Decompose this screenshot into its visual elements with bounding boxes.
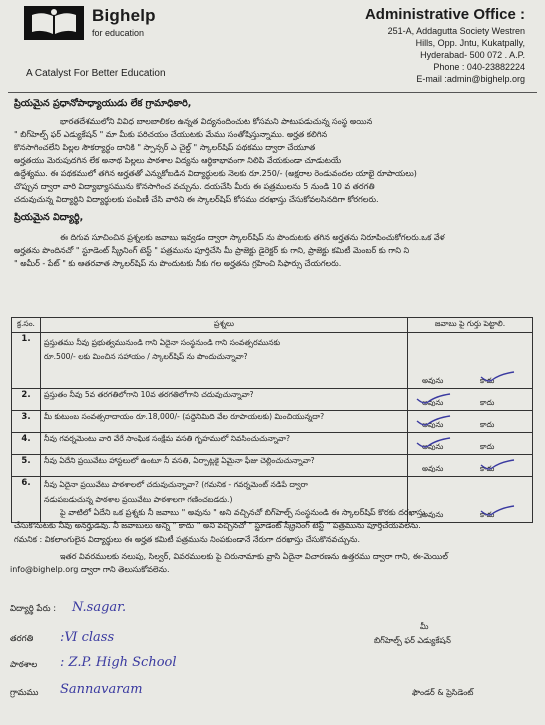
paragraph-line: అర్హతయు మెరుపుదగిన లేక అనాథ పిల్లలు పాఠశాల విద్యను ఆర్థికాభావంగా నిలిపి వేయకుండా చూడుటయే <box>14 156 342 165</box>
handwritten-check-mark-icon <box>414 393 452 405</box>
answer-yes-option[interactable]: అవును <box>422 464 444 473</box>
row-number: 6. <box>12 477 41 523</box>
answer-no-option[interactable]: కాదు <box>480 376 495 385</box>
paragraph-line: చొప్పున ద్వారా వారి విద్యాభ్యాసమును కొనసాగించ వచ్చును. దయచేసి మీరు ఈ పత్రములను 5 నుండి 10 వ తరగతి <box>14 182 375 191</box>
brand-subtitle: for education <box>92 28 145 38</box>
book-logo-icon <box>24 6 84 40</box>
paragraph-line: కొనసాగించలేని పిల్లల సౌకర్యార్థం దానికి " స్పాన్సర్ ఎ చైల్డ్ " స్కాలర్‌షిప్ పథకము ద్వారా చేయూత <box>14 143 316 152</box>
student-name-value[interactable]: N.sagar. <box>72 600 127 615</box>
note-line: చేసుకొనుటకు నీవు అనర్హుడవు. నీ జవాబులు అన్ని " కాదు " అని వచ్చినచో " స్టూడెంట్ స్క్రీనింగ్ టెస్ట్ " పత్రమును పూర్తిచేయవలెను. <box>14 521 421 530</box>
signature-organization: బిగ్‌హెల్ప్ ఫర్ ఎడ్యుకేషన్ <box>374 636 451 645</box>
question-text: నీవు ఏదేని ప్రయివేటు హాస్టలులో ఉంటూ నీ వసతి, ఏర్పాట్లకై ఏమైనా ఫీజు చెల్లించుచున్నావా? <box>41 455 408 477</box>
village-value[interactable]: Sannavaram <box>60 682 143 697</box>
class-label: తరగతి <box>10 634 34 644</box>
question-line: రూ.500/- లకు మించిన సహాయం / స్కాలర్‌షిప్ ను పొందుచున్నావా? <box>44 352 248 361</box>
village-label: గ్రామము <box>10 688 39 698</box>
question-text <box>41 333 408 389</box>
answer-no-option[interactable]: కాదు <box>480 442 495 451</box>
answer-yes-option[interactable]: అవును <box>422 376 444 385</box>
answer-cell[interactable] <box>408 455 533 477</box>
note-line: ఇతర వివరములకు నలుపు, సిల్వర్, వివరములకు పై చిరునామాకు వ్రాసి ఏదైనా విచారణను ఉత్తరము ద్వారా గాని, ఈ-మెయిల్ <box>60 552 448 561</box>
paragraph-line: ఉద్దేశ్యము. ఈ పథకములో తగిన అర్హతతో ఎన్నుకోబడిన విద్యార్థులకు నెలకు రూ.250/- (అక్షరాల రెండువందల యాభై రూపాయలు) <box>14 169 417 178</box>
table-row <box>12 455 533 477</box>
table-header-row <box>12 318 533 333</box>
question-line: నీవు ఏదైనా ప్రయివేటు పాఠశాలలో చదువుచున్నావా? (గమనిక - గవర్నమెంట్ నడిపే ద్వారా <box>44 480 308 489</box>
answer-cell[interactable] <box>408 333 533 389</box>
office-title: Administrative Office : <box>364 6 525 23</box>
paragraph-line: అర్హతను పొందినచో " స్టూడెంట్ స్క్రీనింగ్ టెస్ట్ " పత్రమును పూర్తిచేసి మీ ప్రాజెక్టు డైరెక్టర్ కు గాని, ప్రాజెక్టు కమిటీ మెంబర్ కు గాని ని <box>14 246 410 255</box>
note-line: గమనిక : వికలాంగులైన విద్యార్థులు ఈ అర్హత కమిటీ పత్రమును నింపకుండానే నేరుగా దరఖాస్తు చేసుకొనవచ్చును. <box>14 535 360 544</box>
column-header-answer: జవాబు పై గుర్తు పెట్టాలి. <box>408 318 533 333</box>
brand-name: Bighelp <box>92 6 156 25</box>
address-line: 251-A, Addagutta Society Westren <box>387 26 525 36</box>
class-value[interactable]: :Ⅵ class <box>60 630 115 645</box>
school-value[interactable]: : Z.P. High School <box>60 655 177 670</box>
answer-yes-option[interactable]: అవును <box>422 398 444 407</box>
address-line: Hyderabad- 500 072 . A.P. <box>420 50 525 60</box>
signature-prefix: మీ <box>420 622 429 631</box>
answer-no-option[interactable]: కాదు <box>480 464 495 473</box>
signature-title: ఫౌండర్ & ప్రెసిడెంట్ <box>412 688 474 697</box>
table-row <box>12 411 533 433</box>
column-header-number: క్ర.సం. <box>12 318 41 333</box>
row-number: 2. <box>12 389 41 411</box>
answer-no-option[interactable]: కాదు <box>480 398 495 407</box>
answer-cell[interactable] <box>408 411 533 433</box>
table-row <box>12 333 533 389</box>
question-line: నడుపబడుచున్న పాఠశాల ప్రయివేటు పాఠశాలగా గణించబడదు.) <box>44 495 233 504</box>
handwritten-check-mark-icon <box>478 371 516 383</box>
question-text: మీ కుటుంబ సంవత్సరాదాయం రూ.18,000/- (పద్దెనిమిది వేల రూపాయలకు) మించియున్నదా? <box>41 411 408 433</box>
row-number: 4. <box>12 433 41 455</box>
handwritten-check-mark-icon <box>414 437 452 449</box>
answer-cell[interactable] <box>408 389 533 411</box>
paragraph-line: " అమీర్ - పేట్ " కు ఆతరవాత స్కాలర్‌షిప్ ను పొందుటకు నీకు గల అర్హతను గ్రహించి సిఫార్సు చేయగలరు. <box>14 259 342 268</box>
address-line: Hills, Opp. Jntu, Kukatpally, <box>415 38 525 48</box>
answer-no-option[interactable]: కాదు <box>480 420 495 429</box>
student-name-label: విద్యార్థి పేరు : <box>10 604 57 614</box>
phone-line: Phone : 040-23882224 <box>433 62 525 72</box>
answer-cell[interactable] <box>408 433 533 455</box>
answer-yes-option[interactable]: అవును <box>422 510 444 519</box>
table-row <box>12 433 533 455</box>
paragraph-line: ఈ దిగువ సూచించిన ప్రశ్నలకు జవాబు ఇవ్వడం ద్వారా స్కాలర్‌షిప్ ను పొందుటకు తగిన అర్హతను నిరూపించుకోగలరు.ఒక వేళ <box>60 233 445 242</box>
email-line: E-mail :admin@bighelp.org <box>416 74 525 84</box>
answer-yes-option[interactable]: అవును <box>422 442 444 451</box>
question-line: ప్రస్తుతము నీవు ప్రభుత్వమునుండి గాని ఏదైనా సంస్థనుండి గాని సంవత్సరమునకు <box>44 338 281 347</box>
paragraph-line: " బిగ్‌హెల్ప్ ఫర్ ఎడ్యుకేషన్ " మా మీకు పరిచయం చేయుటకు మేము సంతోషిస్తున్నాము. అర్హత కలిగిన <box>14 130 328 139</box>
column-header-question: ప్రశ్నలు <box>41 318 408 333</box>
salutation: ప్రియమైన ప్రధానోపాధ్యాయుడు లేక గ్రామాధికారి, <box>14 98 192 109</box>
paragraph-line: భారతదేశములోని వివిధ బాలబాలికల ఉన్నత విద్యనందించుట కోసమని పాటుపడుచున్న సంస్థ అయిన <box>60 117 373 126</box>
answer-yes-option[interactable]: అవును <box>422 420 444 429</box>
answer-no-option[interactable]: కాదు <box>480 510 495 519</box>
row-number: 1. <box>12 333 41 389</box>
school-label: పాఠశాల <box>10 660 38 670</box>
question-text: నీవు గవర్నమెంటు వారి వేరే సాంఘిక సంక్షేమ వసతి గృహములో నివసించుచున్నావా? <box>41 433 408 455</box>
row-number: 3. <box>12 411 41 433</box>
eligibility-questions-table <box>11 317 533 523</box>
office-address-block <box>365 6 525 85</box>
table-row <box>12 389 533 411</box>
tagline: A Catalyst For Better Education <box>26 68 166 79</box>
paragraph-line: చదువుచున్న విద్యార్థిని విద్యార్థులకు పంపిణీ చేసి వారిని ఈ స్కాలర్‌షిప్ కోసము దరఖాస్తు చేసుకోవలసినదిగా కోరగలరు. <box>14 195 379 204</box>
question-text: ప్రస్తుతం నీవు 5వ తరగతిలోగాని 10వ తరగతిలోగాని చదువుచున్నావా? <box>41 389 408 411</box>
row-number: 5. <box>12 455 41 477</box>
contact-email-line: info@bighelp.org ద్వారా గాని తెలుసుకోవలెను. <box>10 565 170 574</box>
note-line: పై వాటిలో ఏదేని ఒక ప్రశ్నకు నీ జవాబు " అవును " అని వచ్చినచో బిగ్‌హెల్ప్ సంస్థనుండి ఈ స్కాలర్‌షిప్ కొరకు దరఖాస్తు <box>60 508 426 517</box>
handwritten-check-mark-icon <box>478 459 516 471</box>
salutation-student: ప్రియమైన విద్యార్థి, <box>14 212 84 223</box>
handwritten-check-mark-icon <box>414 415 452 427</box>
header-divider <box>8 92 537 93</box>
